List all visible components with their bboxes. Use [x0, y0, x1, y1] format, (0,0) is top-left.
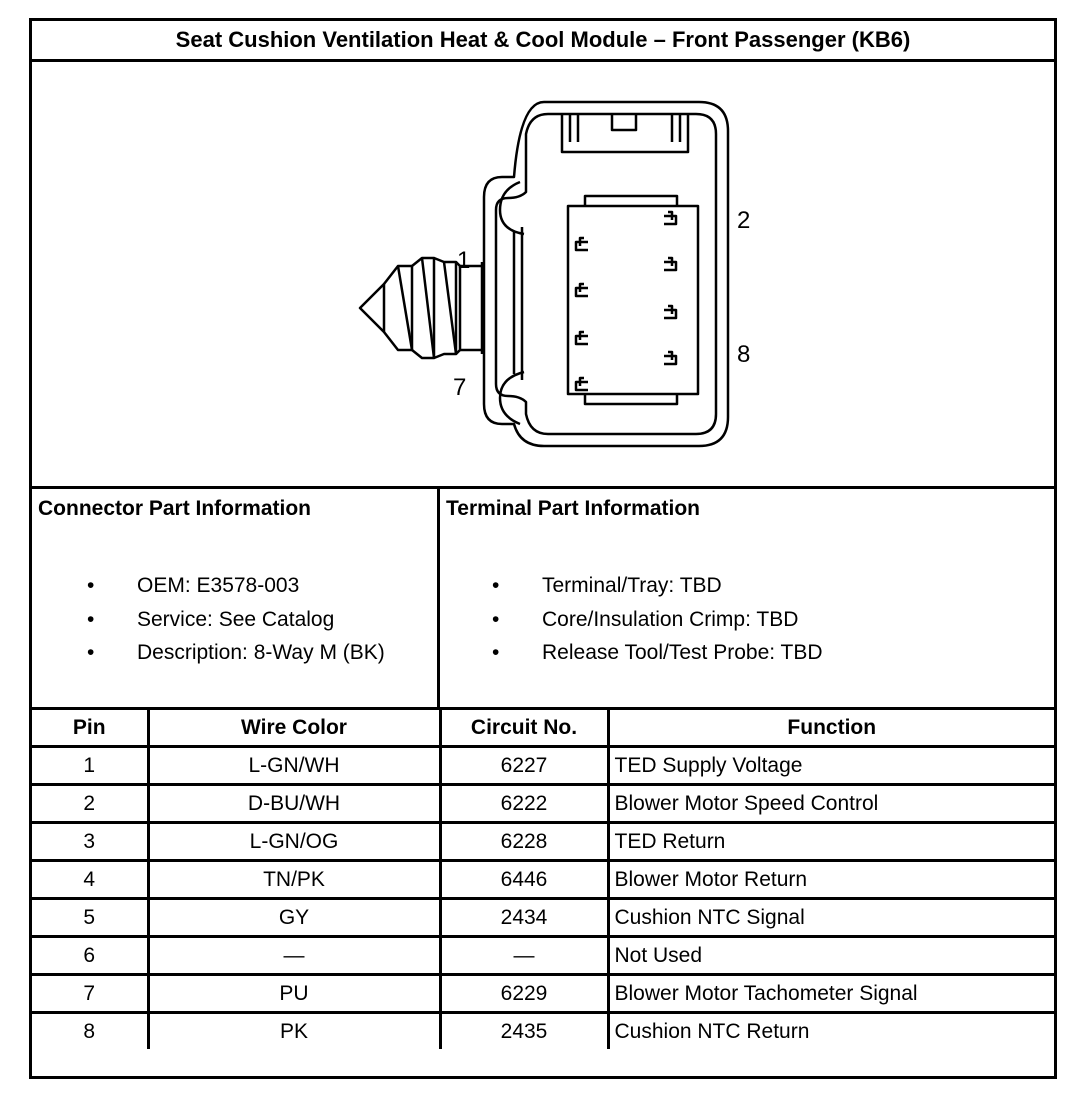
cell-wire-color: L-GN/OG: [148, 823, 440, 861]
connector-part-info: [32, 489, 440, 707]
cell-circuit: —: [440, 937, 608, 975]
terminal-info-heading: Terminal Part Information: [446, 497, 700, 520]
cell-circuit: 6227: [440, 747, 608, 785]
cell-pin: 5: [32, 899, 148, 937]
page-title: Seat Cushion Ventilation Heat & Cool Module – Front Passenger (KB6): [32, 21, 1054, 62]
list-item: • Service: See Catalog: [87, 603, 385, 637]
cell-pin: 1: [32, 747, 148, 785]
connector-sheet: [29, 18, 1057, 1079]
cell-wire-color: PK: [148, 1013, 440, 1050]
connector-info-heading: Connector Part Information: [38, 497, 312, 520]
connector-drawing: [32, 62, 1054, 489]
bullet-icon: •: [87, 641, 95, 664]
connector-face-view: [32, 62, 1054, 486]
header-wire-color: Wire Color: [148, 709, 440, 747]
cell-wire-color: —: [148, 937, 440, 975]
bullet-icon: •: [492, 641, 500, 664]
cell-wire-color: D-BU/WH: [148, 785, 440, 823]
cell-circuit: 2435: [440, 1013, 608, 1050]
cell-function: Blower Motor Return: [608, 861, 1054, 899]
header-function: Function: [608, 709, 1054, 747]
list-item: • Core/Insulation Crimp: TBD: [492, 603, 823, 637]
cell-wire-color: TN/PK: [148, 861, 440, 899]
table-row: [32, 747, 1054, 785]
cell-pin: 6: [32, 937, 148, 975]
cell-pin: 4: [32, 861, 148, 899]
table-row: [32, 899, 1054, 937]
cell-wire-color: PU: [148, 975, 440, 1013]
cell-function: Not Used: [608, 937, 1054, 975]
pin-label-1: 1: [457, 247, 471, 274]
pin-label-2: 2: [737, 207, 751, 234]
table-row: [32, 1013, 1054, 1050]
cell-function: TED Supply Voltage: [608, 747, 1054, 785]
latch-slot: [570, 114, 680, 142]
cell-circuit: 6229: [440, 975, 608, 1013]
cell-function: Cushion NTC Return: [608, 1013, 1054, 1050]
cell-wire-color: L-GN/WH: [148, 747, 440, 785]
cell-function: Blower Motor Tachometer Signal: [608, 975, 1054, 1013]
list-item: • Release Tool/Test Probe: TBD: [492, 636, 823, 670]
cell-pin: 2: [32, 785, 148, 823]
cell-circuit: 6446: [440, 861, 608, 899]
list-item: • OEM: E3578-003: [87, 569, 385, 603]
cell-function: Blower Motor Speed Control: [608, 785, 1054, 823]
latch: [562, 114, 688, 152]
bullet-icon: •: [492, 574, 500, 597]
cell-circuit: 6228: [440, 823, 608, 861]
table-row: [32, 861, 1054, 899]
list-item: • Terminal/Tray: TBD: [492, 569, 823, 603]
header-circuit: Circuit No.: [440, 709, 608, 747]
cell-function: TED Return: [608, 823, 1054, 861]
cell-pin: 7: [32, 975, 148, 1013]
bullet-icon: •: [87, 574, 95, 597]
cell-wire-color: GY: [148, 899, 440, 937]
latch-tab: [612, 114, 636, 130]
cell-pin: 8: [32, 1013, 148, 1050]
pin-label-7: 7: [453, 374, 467, 401]
cell-circuit: 2434: [440, 899, 608, 937]
header-pin: Pin: [32, 709, 148, 747]
table-header-row: [32, 709, 1054, 747]
cell-circuit: 6222: [440, 785, 608, 823]
pinout-table: [32, 707, 1054, 1049]
table-row: [32, 823, 1054, 861]
list-item: • Description: 8-Way M (BK): [87, 636, 385, 670]
cell-function: Cushion NTC Signal: [608, 899, 1054, 937]
terminal-part-info: [440, 489, 1054, 707]
terminal-tray-inner: [568, 206, 698, 394]
bullet-icon: •: [492, 607, 500, 631]
terminal-info-list: [492, 569, 823, 670]
table-row: [32, 937, 1054, 975]
table-row: [32, 975, 1054, 1013]
table-row: [32, 785, 1054, 823]
connector-info-list: [87, 569, 385, 670]
bullet-icon: •: [87, 607, 95, 631]
cell-pin: 3: [32, 823, 148, 861]
housing-ear: [500, 182, 524, 234]
pin-label-8: 8: [737, 341, 751, 368]
